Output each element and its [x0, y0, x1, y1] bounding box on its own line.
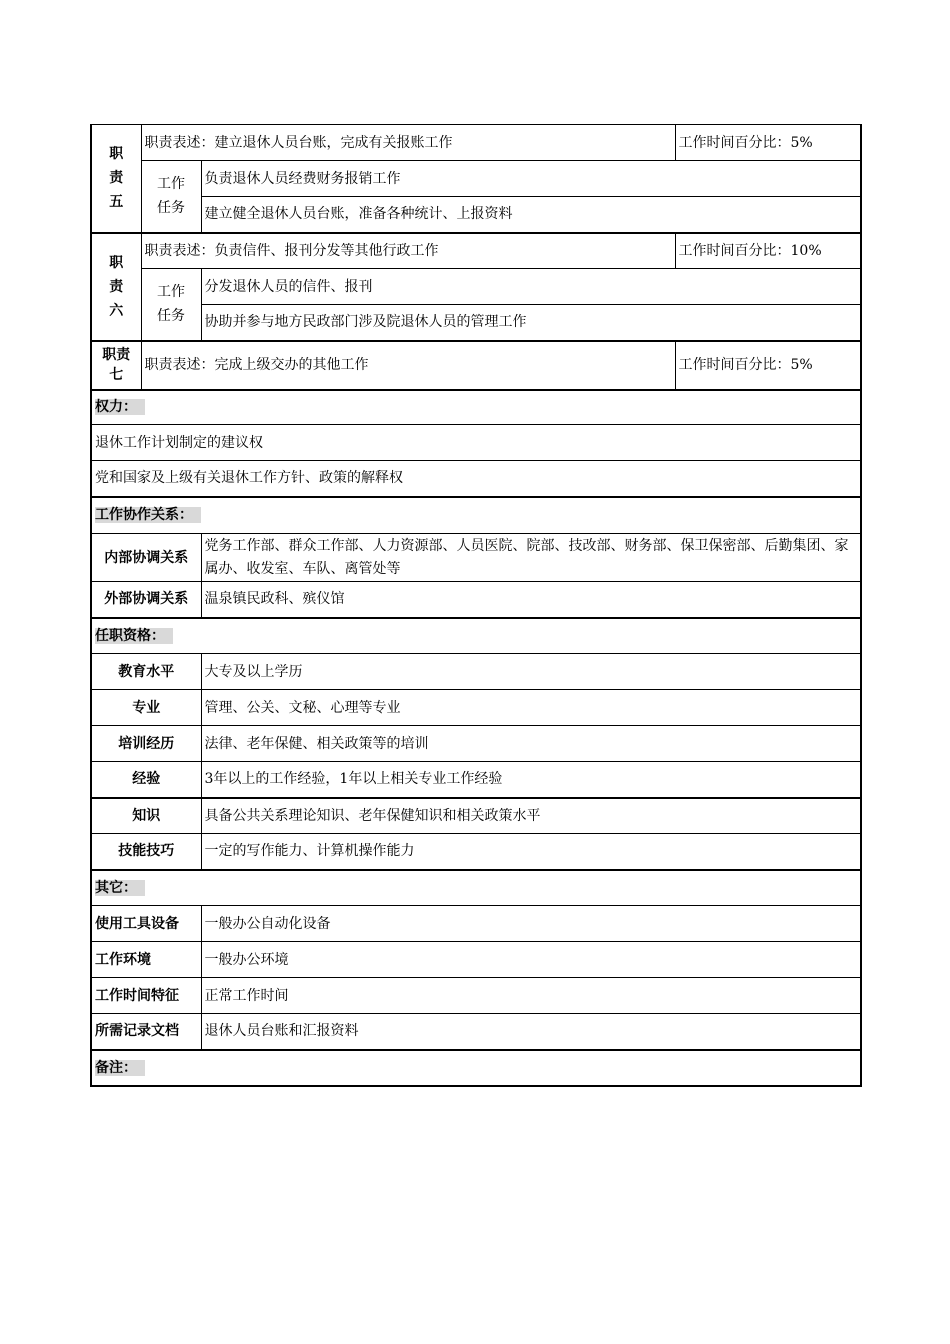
external-relations-value: 温泉镇民政科、殡仪馆 [201, 582, 861, 618]
duty-6-label: 职 责 六 [91, 233, 141, 341]
duty-5-task-2: 建立健全退休人员台账，准备各种统计、上报资料 [201, 197, 861, 233]
major-value: 管理、公关、文秘、心理等专业 [201, 690, 861, 726]
qualifications-title: 任职资格： [95, 628, 173, 644]
remarks-section-header [91, 1050, 861, 1086]
duty-5-statement: 职责表述：建立退休人员台账，完成有关报账工作 [141, 125, 675, 161]
internal-relations-label: 内部协调关系 [91, 534, 201, 582]
environment-value: 一般办公环境 [201, 942, 861, 978]
other-title: 其它： [95, 880, 145, 896]
skills-value: 一定的写作能力、计算机操作能力 [201, 834, 861, 870]
duty-7-label: 职责 七 [91, 341, 141, 390]
knowledge-value: 具备公共关系理论知识、老年保健知识和相关政策水平 [201, 798, 861, 834]
duty-6-task-1: 分发退休人员的信件、报刊 [201, 269, 861, 305]
records-label: 所需记录文档 [91, 1014, 201, 1050]
duty-5-task-1: 负责退休人员经费财务报销工作 [201, 161, 861, 197]
duty-6-percent: 工作时间百分比：10% [675, 233, 861, 269]
work-time-value: 正常工作时间 [201, 978, 861, 1014]
training-label: 培训经历 [91, 726, 201, 762]
knowledge-label: 知识 [91, 798, 201, 834]
tools-label: 使用工具设备 [91, 906, 201, 942]
experience-label: 经验 [91, 762, 201, 798]
internal-relations-value: 党务工作部、群众工作部、人力资源部、人员医院、院部、技改部、财务部、保卫保密部、后勤集团、家属办、收发室、车队、离管处等 [201, 534, 861, 582]
duty-5-label: 职 责 五 [91, 125, 141, 233]
major-label: 专业 [91, 690, 201, 726]
education-label: 教育水平 [91, 654, 201, 690]
relations-title: 工作协作关系： [95, 507, 201, 523]
skills-label: 技能技巧 [91, 834, 201, 870]
tools-value: 一般办公自动化设备 [201, 906, 861, 942]
work-time-label: 工作时间特征 [91, 978, 201, 1014]
duty-6-task-label: 工作 任务 [141, 269, 201, 341]
records-value: 退休人员台账和汇报资料 [201, 1014, 861, 1050]
duty-7-percent: 工作时间百分比：5% [675, 341, 861, 390]
qualifications-section-header [91, 618, 861, 654]
environment-label: 工作环境 [91, 942, 201, 978]
power-item-2: 党和国家及上级有关退休工作方针、政策的解释权 [91, 461, 861, 497]
power-title: 权力： [95, 399, 145, 415]
duty-7-statement: 职责表述：完成上级交办的其他工作 [141, 341, 675, 390]
remarks-title: 备注： [95, 1060, 145, 1076]
relations-section-header [91, 497, 861, 534]
power-item-1: 退休工作计划制定的建议权 [91, 425, 861, 461]
power-section-header [91, 390, 861, 425]
duty-6-task-2: 协助并参与地方民政部门涉及院退休人员的管理工作 [201, 305, 861, 341]
duty-5-task-label: 工作 任务 [141, 161, 201, 233]
duty-6-statement: 职责表述：负责信件、报刊分发等其他行政工作 [141, 233, 675, 269]
education-value: 大专及以上学历 [201, 654, 861, 690]
training-value: 法律、老年保健、相关政策等的培训 [201, 726, 861, 762]
job-description-table [90, 124, 860, 1087]
external-relations-label: 外部协调关系 [91, 582, 201, 618]
other-section-header [91, 870, 861, 906]
duty-5-percent: 工作时间百分比：5% [675, 125, 861, 161]
experience-value: 3年以上的工作经验，1年以上相关专业工作经验 [201, 762, 861, 798]
